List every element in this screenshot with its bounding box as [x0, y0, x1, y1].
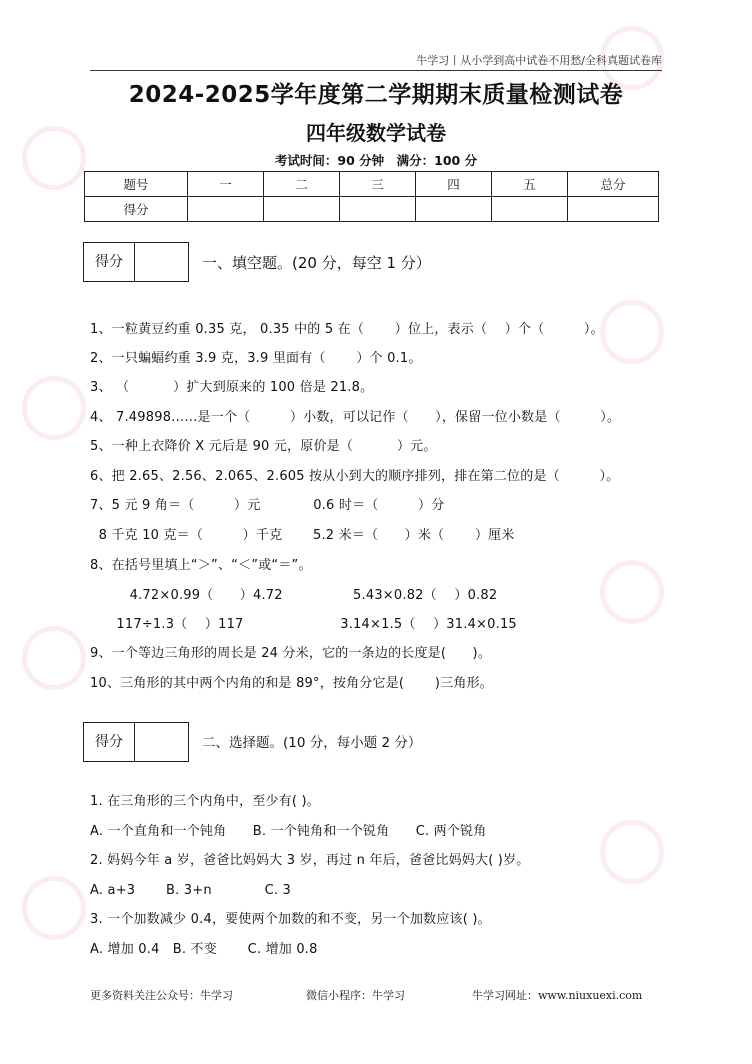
watermark-logo-icon: [600, 560, 664, 624]
table-cell: 一: [188, 172, 264, 197]
question-line: 3、 （ ）扩大到原来的 100 倍是 21.8。: [90, 380, 374, 395]
table-row: [85, 197, 659, 222]
section1-score-box: [83, 242, 189, 282]
score-label: 得分: [84, 243, 135, 281]
score-label: 得分: [84, 723, 135, 761]
watermark-logo-icon: [22, 626, 86, 690]
question-line: 10、三角形的其中两个内角的和是 89°，按角分它是( )三角形。: [90, 676, 493, 691]
question-line: 1、一粒黄豆约重 0.35 克， 0.35 中的 5 在（ ）位上，表示（ ）个（ ）。: [90, 322, 604, 337]
table-cell: 总分: [568, 172, 659, 197]
page-subtitle: 四年级数学试卷: [306, 121, 446, 145]
question-line: 4、 7.49898……是一个（ ）小数，可以记作（ ），保留一位小数是（ ）。: [90, 410, 621, 425]
watermark-logo-icon: [22, 376, 86, 440]
score-table: [84, 171, 659, 222]
question-line: A. 增加 0.4 B. 不变 C. 增加 0.8: [90, 942, 318, 957]
score-input-cell[interactable]: [340, 197, 416, 222]
question-line: 6、把 2.65、2.56、2.065、2.605 按从小到大的顺序排列，排在第二位的是（ ）。: [90, 469, 620, 484]
table-cell: 五: [492, 172, 568, 197]
question-line: 1. 在三角形的三个内角中，至少有( )。: [90, 794, 321, 809]
question-line: 8、在括号里填上“＞”、“＜”或“＝”。: [90, 558, 312, 573]
question-line: 8 千克 10 克＝（ ）千克 5.2 米＝（ ）米（ ）厘米: [90, 528, 515, 543]
question-line: 117÷1.3（ ）117 3.14×1.5（ ）31.4×0.15: [90, 617, 517, 632]
table-cell: 题号: [85, 172, 188, 197]
table-cell: 二: [264, 172, 340, 197]
question-line: 2. 妈妈今年 a 岁，爸爸比妈妈大 3 岁，再过 n 年后，爸爸比妈妈大( )岁。: [90, 853, 530, 868]
score-input-cell[interactable]: [264, 197, 340, 222]
score-input-cell[interactable]: [492, 197, 568, 222]
table-row: [85, 172, 659, 197]
question-line: 5、一种上衣降价 X 元后是 90 元，原价是（ ）元。: [90, 439, 437, 454]
table-cell: 得分: [85, 197, 188, 222]
score-input-cell[interactable]: [188, 197, 264, 222]
page-title: 2024-2025学年度第二学期期末质量检测试卷: [128, 82, 624, 108]
footer-website-link[interactable]: 牛学习网址：www.niuxuexi.com: [472, 989, 643, 1002]
footer-mini-program: 微信小程序：牛学习: [306, 989, 405, 1002]
question-line: 3. 一个加数减少 0.4，要使两个加数的和不变，另一个加数应该( )。: [90, 912, 491, 927]
section1-title: 一、填空题。(20 分，每空 1 分）: [202, 254, 431, 272]
question-line: A. a+3 B. 3+n C. 3: [90, 883, 291, 898]
exam-info: 考试时间：90 分钟 满分：100 分: [274, 153, 478, 168]
question-line: 9、一个等边三角形的周长是 24 分米，它的一条边的长度是( )。: [90, 646, 492, 661]
section2-title: 二、选择题。(10 分，每小题 2 分）: [202, 735, 422, 751]
question-line: 7、5 元 9 角＝（ ）元 0.6 时＝（ ）分: [90, 498, 445, 513]
watermark-logo-icon: [22, 876, 86, 940]
score-input-cell[interactable]: [416, 197, 492, 222]
header-divider: [90, 70, 662, 71]
table-cell: 四: [416, 172, 492, 197]
footer-wechat-account: 更多资料关注公众号：牛学习: [90, 989, 233, 1002]
question-line: 4.72×0.99（ ）4.72 5.43×0.82（ ）0.82: [90, 588, 498, 603]
watermark-logo-icon: [600, 300, 664, 364]
section2-score-box: [83, 722, 189, 762]
table-cell: 三: [340, 172, 416, 197]
header-tagline: 牛学习丨从小学到高中试卷不用愁/全科真题试卷库: [416, 54, 662, 67]
score-input-cell[interactable]: [568, 197, 659, 222]
question-line: A. 一个直角和一个钝角 B. 一个钝角和一个锐角 C. 两个锐角: [90, 824, 487, 839]
watermark-logo-icon: [600, 820, 664, 884]
question-line: 2、一只蝙蝠约重 3.9 克，3.9 里面有（ ）个 0.1。: [90, 351, 422, 366]
